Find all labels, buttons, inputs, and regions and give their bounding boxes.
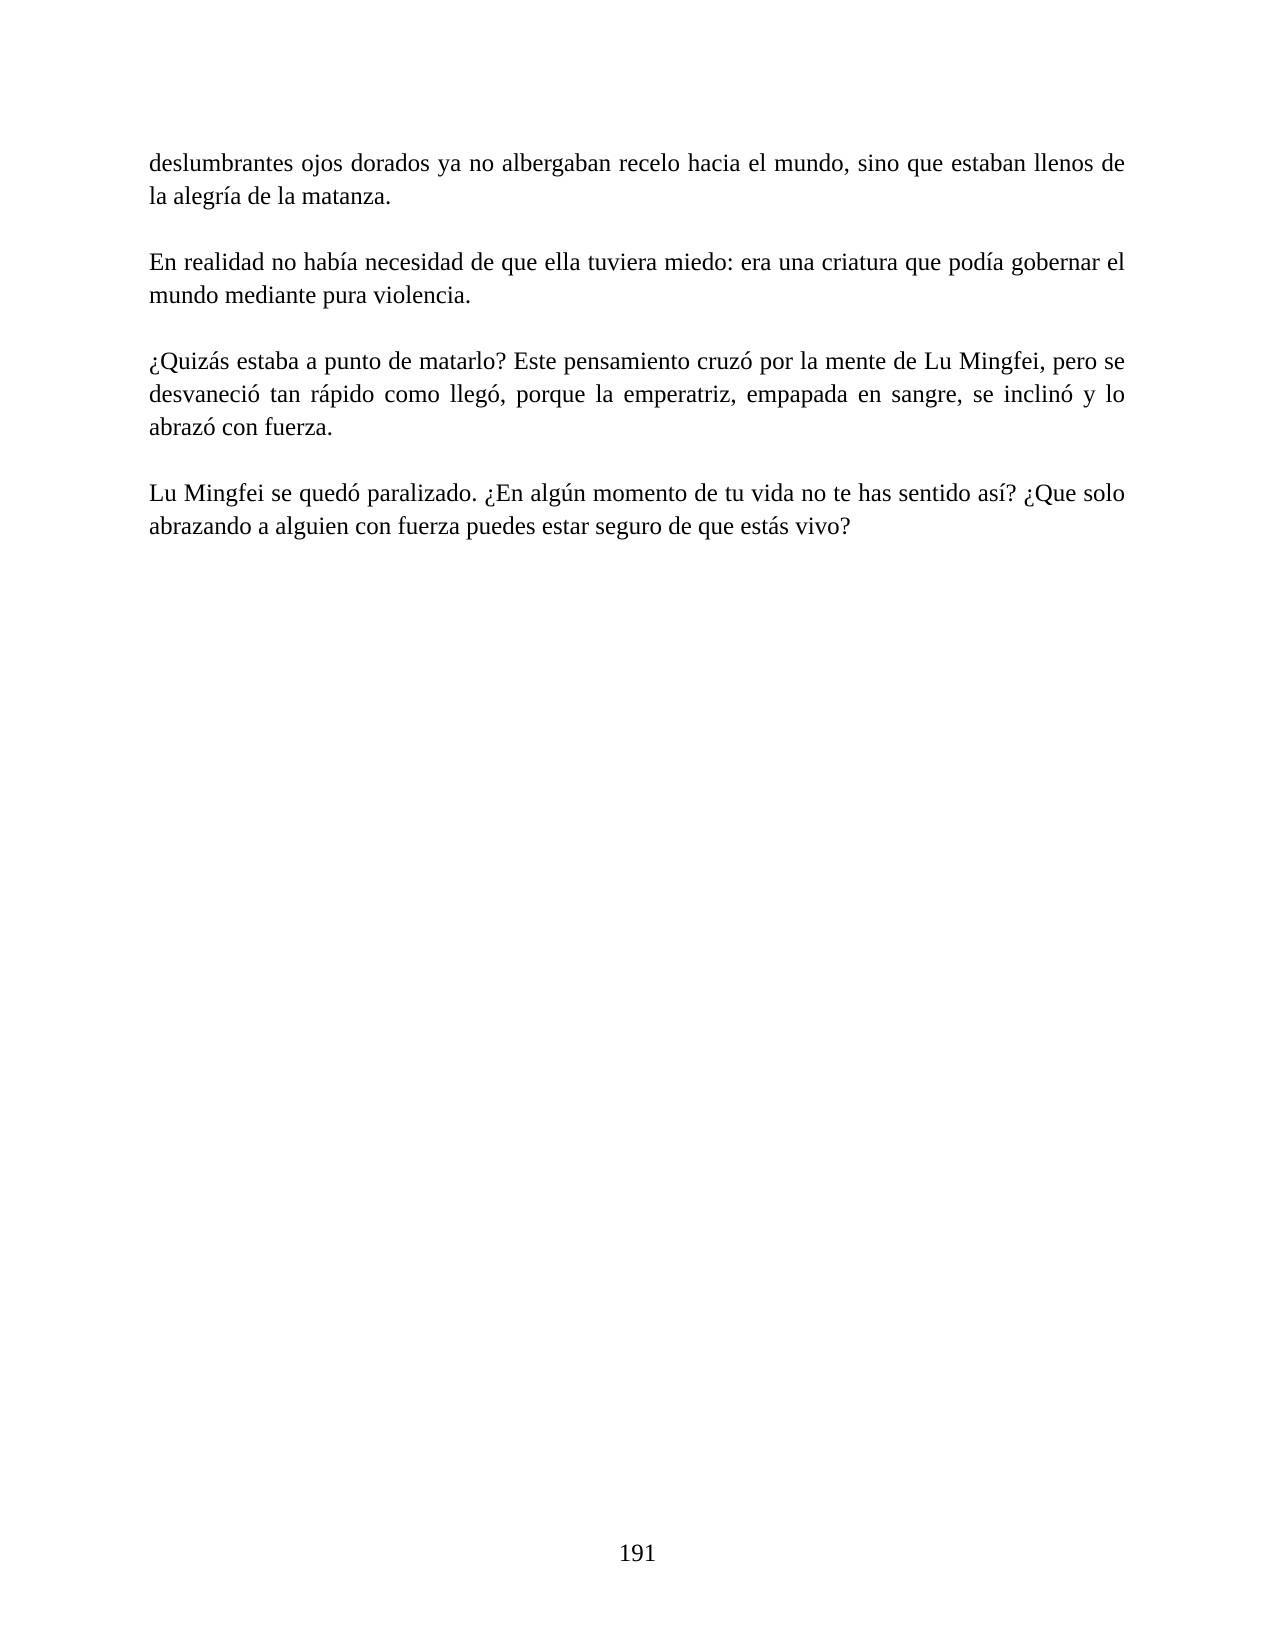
text-line: ¿Quizás estaba a punto de matarlo? Este pensamiento cruzó por la mente de Lu Mingfei, pero se bbox=[149, 348, 1125, 375]
page-number: 191 bbox=[618, 1540, 657, 1567]
text-line: abrazó con fuerza. bbox=[149, 414, 333, 441]
paragraph-2 bbox=[149, 246, 1125, 312]
paragraph-1 bbox=[149, 147, 1125, 213]
text-line: desvaneció tan rápido como llegó, porque la emperatriz, empapada en sangre, se inclinó y lo bbox=[149, 381, 1125, 408]
text-line: la alegría de la matanza. bbox=[149, 183, 392, 210]
text-line: En realidad no había necesidad de que ella tuviera miedo: era una criatura que podía gobernar el bbox=[149, 249, 1125, 276]
text-line: deslumbrantes ojos dorados ya no albergaban recelo hacia el mundo, sino que estaban llenos de bbox=[149, 150, 1125, 177]
text-line: abrazando a alguien con fuerza puedes estar seguro de que estás vivo? bbox=[149, 513, 851, 540]
text-line: mundo mediante pura violencia. bbox=[149, 282, 472, 309]
paragraph-4 bbox=[149, 477, 1125, 543]
text-line: Lu Mingfei se quedó paralizado. ¿En algún momento de tu vida no te has sentido así? ¿Que solo bbox=[149, 480, 1125, 507]
paragraph-3 bbox=[149, 345, 1125, 444]
body-text bbox=[149, 147, 1125, 576]
